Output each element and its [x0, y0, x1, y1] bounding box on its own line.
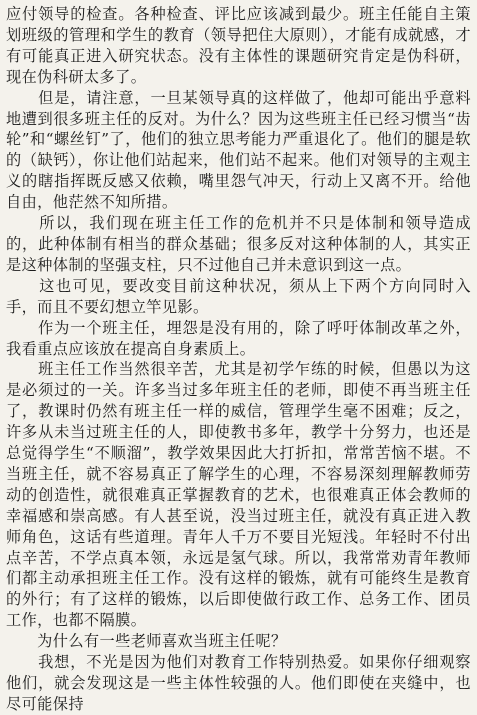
paragraph-5: 作为一个班主任，埋怨是没有用的，除了呼吁体制改革之外，我看重点应该放在提高自身素质上。 — [6, 318, 471, 358]
paragraph-7: 为什么有一些老师喜欢当班主任呢？ — [6, 632, 287, 651]
paragraph-3: 所以，我们现在班主任工作的危机并不只是体制和领导造成的，此种体制有相当的群众基础；很多反对这种体制的人，其实正是这种体制的坚强支柱，只不过他自己并未意识到这一点。 — [6, 214, 471, 274]
paragraph-1: 应付领导的检查。各种检查、评比应该减到最少。班主任能自主策划班级的管理和学生的教育（领导把住大原则），才能有成就感，才有可能真正进入研究状态。没有主体性的课题研究肯定是伪科研，现在伪科研太多了。 — [6, 5, 471, 86]
paragraph-6: 班主任工作当然很辛苦，尤其是初学乍练的时候，但愚以为这是必须过的一关。许多当过多年班主任的老师，即使不再当班主任了，教课时仍然有班主任一样的威信，管理学生毫不困难；反之，许多从未当过班主任的人，即使教书多年，教学十分努力，也还是总觉得学生“不顺溜”，教学效果因此大打折扣，常常苦恼不堪。不当班主任，就不容易真正了解学生的心理，不容易深刻理解教师劳动的创造性，就很难真正掌握教育的艺术，也很难真正体会教师的幸福感和崇高感。有人甚至说，没当过班主任，就没有真正进入教师角色，这话有些道理。青年人千万不要目光短浅。年轻时不付出点辛苦，不学点真本领，永远是氢气球。所以，我常常劝青年教师们都主动承担班主任工作。没有这样的锻炼，就有可能终生是教育的外行；有了这样的锻炼，以后即使做行政工作、总务工作、团员工作，也都不隔膜。 — [6, 360, 471, 630]
paragraph-8: 我想，不光是因为他们对教育工作特别热爱。如果你仔细观察他们，就会发现这是一些主体性较强的人。他们即使在夹缝中，也尽可能保持 — [6, 653, 471, 713]
paragraph-2: 但是，请注意，一旦某领导真的这样做了，他却可能出乎意料地遭到很多班主任的反对。为什么？因为这些班主任已经习惯当“齿轮”和“螺丝钉”了，他们的独立思考能力严重退化了。他们的腿是软的（缺钙），你让他们站起来，他们站不起来。他们对领导的主观主义的瞎指挥既反感又依赖，嘴里怨气冲天，行动上又离不开。给他自由，他茫然不知所措。 — [6, 88, 471, 212]
paragraph-4: 这也可见，要改变目前这种状况，须从上下两个方向同时入手，而且不要幻想立竿见影。 — [6, 276, 471, 316]
